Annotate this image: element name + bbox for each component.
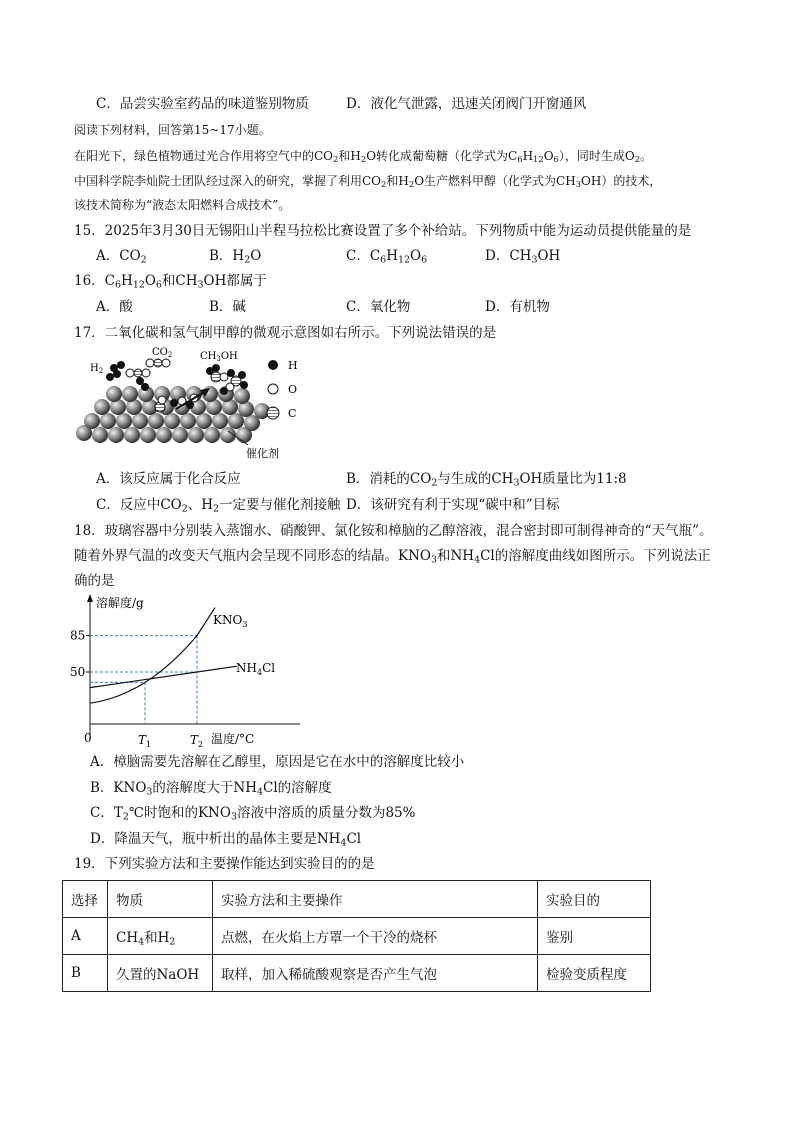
x-axis-label: 温度/°C (211, 732, 255, 746)
label-catalyst: 催化剂 (246, 447, 279, 460)
q17-option-b: B．消耗的$CO_2$与生成的$CH_3OH$质量比为11:8 (346, 471, 627, 489)
material-line-3: 该技术简称为“液态太阳燃料合成技术”。 (74, 198, 291, 212)
table-cell: $CH_4$和$H_2$ (108, 918, 213, 955)
label-co2: $CO_2$ (152, 347, 173, 359)
q15-option-d: D．$CH_3OH$ (485, 248, 561, 266)
label-ch3oh: $CH_3OH$ (200, 351, 238, 363)
q15-option-c: C．$C_6H_{12}O_6$ (346, 248, 428, 266)
table-cell: 点燃，在火焰上方罩一个干冷的烧杯 (213, 918, 538, 955)
origin-label: 0 (84, 731, 92, 745)
q18-option-b: B．$KNO_3$的溶解度大于$NH_4Cl$的溶解度 (90, 780, 332, 798)
table-cell: 检验变质程度 (538, 955, 651, 992)
q15-option-a: A．$CO_2$ (96, 248, 147, 266)
header-cell: 实验目的 (538, 881, 651, 918)
q17-micro-diagram (66, 343, 316, 463)
y-axis-label: 溶解度/g (96, 596, 144, 610)
table-row (63, 955, 651, 992)
header-cell: 实验方法和主要操作 (213, 881, 538, 918)
y-tick-label: 85 (70, 628, 86, 643)
option-c-prev: C．品尝实验室药品的味道鉴别物质 (96, 96, 309, 112)
legend-o: O (288, 383, 298, 396)
q15-option-b: B．$H_2O$ (209, 248, 262, 266)
q16-option-a: A．酸 (96, 299, 133, 315)
co2-molecules (126, 359, 170, 377)
q16-option-c: C．氧化物 (346, 299, 411, 315)
q15-stem: 15．2025年3月30日无锡阳山半程马拉松比赛设置了多个补给站。下列物质中能为运动员提供能量的是 (74, 223, 692, 239)
material-line-2: 中国科学院李灿院士团队经过深入的研究，掌握了利用$CO_2$和$H_2O$生产燃料甲醇（化学式为$CH_3OH$）的技术， (74, 174, 662, 190)
y-tick-label: 50 (70, 665, 86, 679)
q17-stem: 17．二氧化碳和氢气制甲醇的微观示意图如右所示。下列说法错误的是 (74, 325, 497, 341)
table-row (63, 918, 651, 955)
material-line-1: 在阳光下，绿色植物通过光合作用将空气中的$CO_2$和$H_2O$转化成葡萄糖（化学式为$C_6H_{12}O_6$），同时生成$O_2$。 (74, 149, 653, 165)
q17-option-d: D．该研究有利于实现“碳中和”目标 (346, 497, 560, 513)
solubility-chart (66, 590, 306, 750)
q18-stem-line-1: 18．玻璃容器中分别装入蒸馏水、硝酸钾、氯化铵和樟脑的乙醇溶液，混合密封即可制得神奇的“天气瓶”。 (74, 523, 713, 539)
q19-table (62, 880, 651, 992)
option-d-prev: D．液化气泄露，迅速关闭阀门开窗通风 (346, 96, 587, 112)
series-label-kno3: $KNO_3$ (213, 613, 248, 629)
legend-h: H (288, 359, 298, 372)
q18-option-a: A．樟脑需要先溶解在乙醇里，原因是它在水中的溶解度比较小 (90, 754, 465, 770)
reading-intro: 阅读下列材料，回答第15~17小题。 (74, 123, 271, 137)
header-cell: 物质 (108, 881, 213, 918)
legend-c: C (288, 407, 297, 420)
q18-option-c: C．$T_2℃$时饱和的$KNO_3$溶液中溶质的质量分数为85% (90, 805, 416, 823)
table-cell: 鉴别 (538, 918, 651, 955)
label-h2: $H_2$ (90, 363, 104, 375)
q16-option-b: B．碱 (209, 299, 246, 315)
q17-option-c: C．反应中$CO_2$、$H_2$一定要与催化剂接触 (96, 497, 341, 515)
table-cell: 久置的NaOH (108, 955, 213, 992)
q19-stem: 19．下列实验方法和主要操作能达到实验目的的是 (74, 856, 375, 872)
table-cell: B (63, 955, 108, 992)
q18-stem-line-3: 确的是 (74, 573, 115, 589)
header-cell: 选择 (63, 881, 108, 918)
table-header-row (63, 881, 651, 918)
q18-stem-line-2: 随着外界气温的改变天气瓶内会呈现不同形态的结晶。$KNO_3$和$NH_4Cl$的溶解度曲线如图所示。下列说法正 (74, 548, 711, 566)
tick-t2: $T_2$ (190, 733, 204, 749)
catalyst-surface (76, 386, 270, 443)
q17-option-a: A．该反应属于化合反应 (96, 471, 241, 487)
q16-stem: 16．$C_6H_{12}O_6$和$CH_3OH$都属于 (74, 273, 267, 291)
table-cell: A (63, 918, 108, 955)
q18-option-d: D．降温天气，瓶中析出的晶体主要是$NH_4Cl$ (90, 831, 362, 849)
kno3-curve (90, 608, 215, 704)
q16-option-d: D．有机物 (485, 299, 550, 315)
table-cell: 取样，加入稀硫酸观察是否产生气泡 (213, 955, 538, 992)
tick-t1: $T_1$ (138, 733, 152, 749)
series-label-nh4cl: $NH_4Cl$ (236, 661, 276, 677)
